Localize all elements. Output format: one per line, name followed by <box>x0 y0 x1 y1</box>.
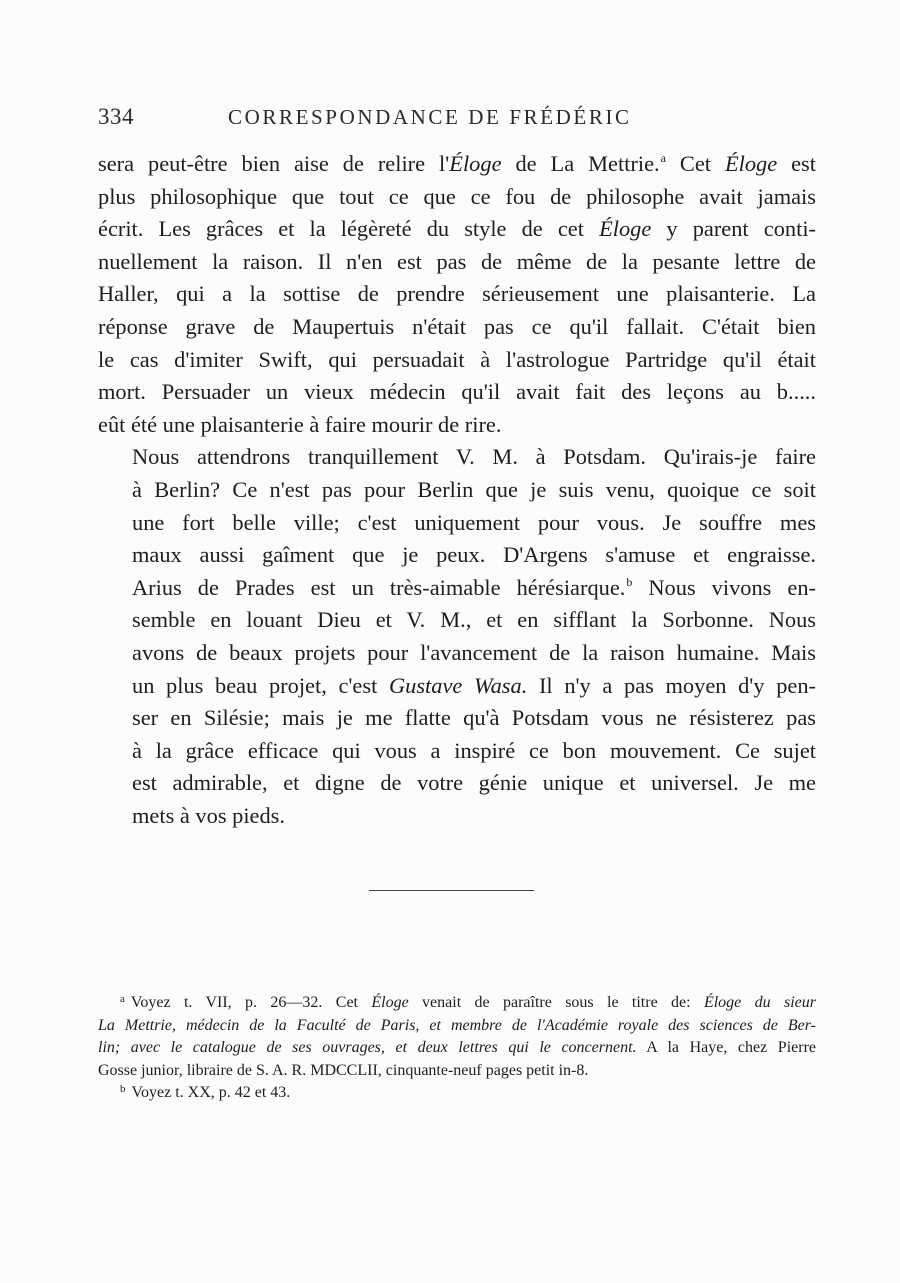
footnote-ref-a[interactable]: a <box>660 151 666 165</box>
text-fragment: est <box>777 151 816 176</box>
text-line: réponse grave de Maupertuis n'était pas ce qu'il fallait. C'était bien <box>98 313 816 339</box>
text-line: eût été une plaisanterie à faire mourir de rire. <box>98 411 502 437</box>
italic-title: Éloge du sieur <box>703 994 816 1011</box>
text-fragment: A la Haye, chez Pierre <box>636 1039 816 1056</box>
text-line: plus philosophique que tout ce que ce fou de philosophe avait jamais <box>98 183 816 209</box>
italic-title: Éloge <box>724 151 778 176</box>
italic-title: Éloge <box>599 216 652 242</box>
text-line: Haller, qui a la sottise de prendre sérieusement une plaisanterie. La <box>98 281 816 307</box>
footnote-mark: a <box>120 993 125 1005</box>
italic-title: La Mettrie, médecin de la Faculté de Paris, et membre de l'Académie royale des sciences de Ber- <box>98 1016 816 1034</box>
section-divider <box>369 890 534 891</box>
text-line: une fort belle ville; c'est uniquement pour vous. Je souffre mes <box>132 509 816 535</box>
italic-title: Éloge <box>449 151 502 176</box>
footnote-line <box>98 1082 816 1105</box>
letter-body <box>98 148 816 832</box>
text-line: avons de beaux projets pour l'avancement de la raison humaine. Mais <box>132 639 816 665</box>
text-line <box>98 572 816 605</box>
text-fragment: Voyez t. XX, p. 42 et 43. <box>131 1084 291 1101</box>
text-line: le cas d'imiter Swift, qui persuadait à l'astrologue Partridge qu'il était <box>98 346 816 372</box>
text-fragment: y parent conti- <box>651 216 816 242</box>
footnote-line <box>98 1037 816 1060</box>
text-line <box>98 213 816 246</box>
paragraph-2 <box>98 441 816 832</box>
italic-title: Gustave Wasa. <box>388 672 528 698</box>
text-line: à la grâce efficace qui vous a inspiré ce bon mouvement. Ce sujet <box>132 737 816 763</box>
text-line: maux aussi gaîment que je peux. D'Argens s'amuse et engraisse. <box>132 542 816 568</box>
text-fragment: Cet <box>665 151 725 176</box>
text-fragment: sera peut-être bien aise de relire l' <box>98 151 450 176</box>
footnote-line <box>98 992 816 1015</box>
paragraph-1 <box>98 148 816 441</box>
footnotes <box>98 992 816 1105</box>
text-line: semble en louant Dieu et V. M., et en sifflant la Sorbonne. Nous <box>132 607 816 633</box>
text-line: Nous attendrons tranquillement V. M. à Potsdam. Qu'irais-je faire <box>132 444 816 470</box>
text-fragment: un plus beau projet, c'est <box>132 672 389 698</box>
text-line: mort. Persuader un vieux médecin qu'il avait fait des leçons au b..... <box>98 379 816 405</box>
italic-title: lin; avec le catalogue de ses ouvrages, et deux lettres qui le concernent. <box>98 1039 637 1056</box>
footnote-b <box>98 1082 816 1105</box>
text-line: ser en Silésie; mais je me flatte qu'à Potsdam vous ne résisterez pas <box>132 705 816 731</box>
text-line: mets à vos pieds. <box>132 802 285 828</box>
text-fragment: Nous vivons en- <box>632 574 816 600</box>
text-fragment: Arius de Prades est un très-aimable hérésiarque. <box>132 574 626 600</box>
text-fragment: Voyez t. VII, p. 26—32. Cet <box>130 994 372 1011</box>
running-title: CORRESPONDANCE DE FRÉDÉRIC <box>228 105 632 129</box>
page-number: 334 <box>98 104 134 129</box>
italic-title: Éloge <box>371 994 409 1011</box>
footnote-ref-b[interactable]: b <box>626 574 633 589</box>
text-line <box>98 148 816 181</box>
text-line <box>98 670 816 703</box>
running-head <box>98 104 718 138</box>
footnote-a <box>98 992 816 1082</box>
text-fragment: Il n'y a pas moyen d'y pen- <box>527 672 816 698</box>
footnote-line <box>98 1015 816 1038</box>
text-fragment: écrit. Les grâces et la légèreté du style de cet <box>98 216 600 242</box>
text-line: nuellement la raison. Il n'en est pas de même de la pesante lettre de <box>98 248 816 274</box>
text-fragment: de La Mettrie. <box>501 151 660 176</box>
footnote-mark: b <box>120 1083 126 1095</box>
footnote-line: Gosse junior, libraire de S. A. R. MDCCLII, cinquante-neuf pages petit in-8. <box>98 1061 589 1079</box>
text-fragment: venait de paraître sous le titre de: <box>408 994 704 1011</box>
text-line: est admirable, et digne de votre génie unique et universel. Je me <box>132 770 816 796</box>
text-line: à Berlin? Ce n'est pas pour Berlin que je suis venu, quoique ce soit <box>132 476 816 502</box>
